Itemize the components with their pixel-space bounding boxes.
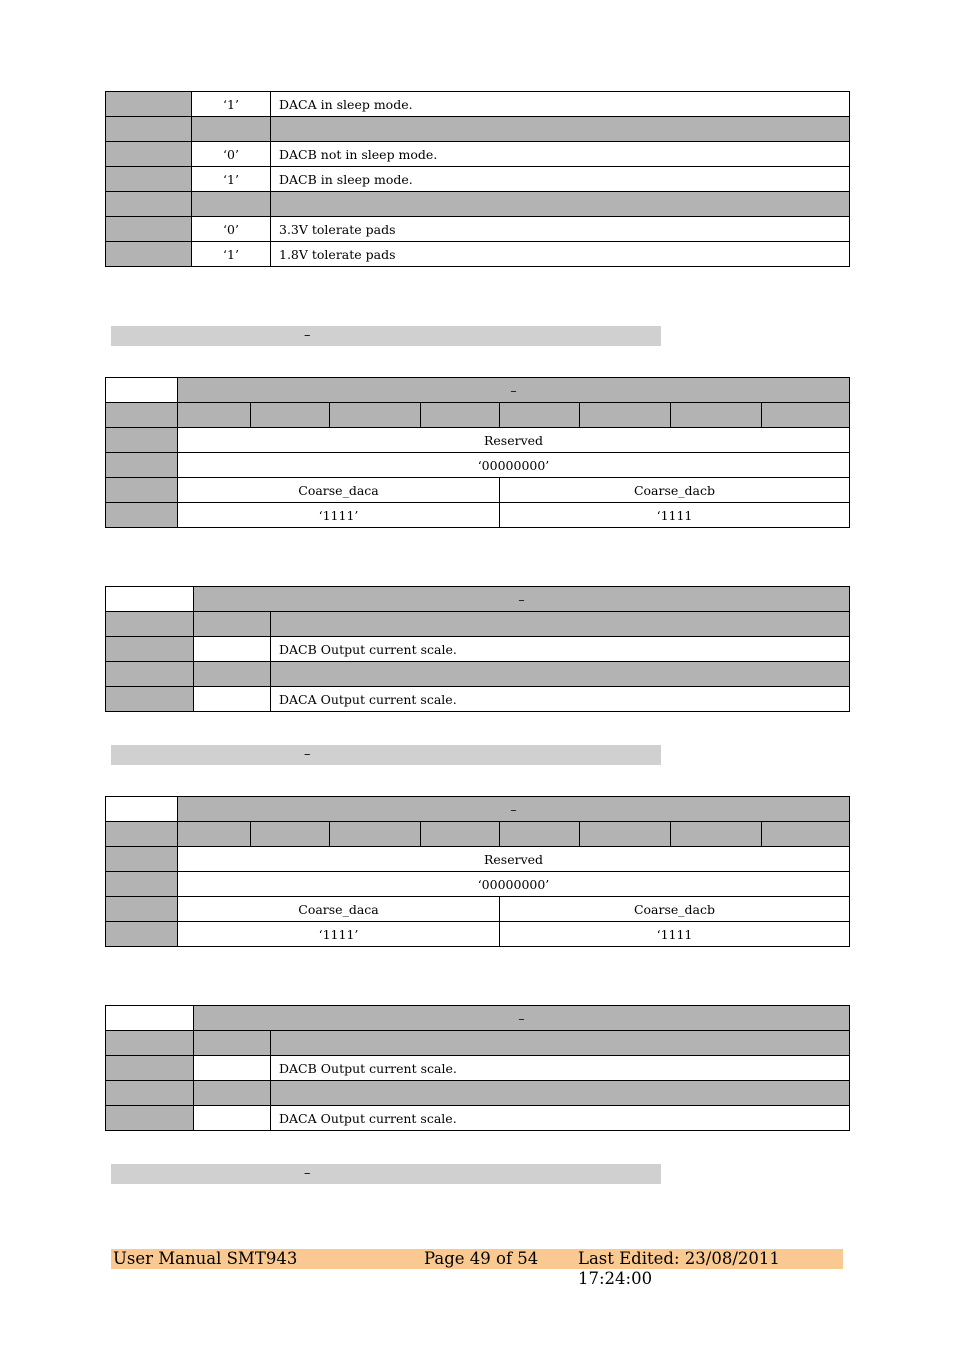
section-heading-text: –	[304, 1166, 311, 1181]
description-title-row	[106, 1006, 850, 1031]
value-cell	[194, 662, 271, 687]
register-table	[105, 796, 850, 947]
value-cell	[194, 1056, 271, 1081]
section-heading-bar	[111, 326, 661, 346]
description-cell	[271, 117, 850, 142]
bit-cell	[178, 403, 251, 428]
register-title: –	[178, 378, 850, 403]
page-footer	[111, 1249, 843, 1288]
bit-cell	[251, 822, 330, 847]
row-label-cell	[106, 478, 178, 503]
reserved-row	[106, 847, 850, 872]
reserved-row	[106, 428, 850, 453]
table-row	[106, 142, 850, 167]
bit-cell	[106, 167, 192, 192]
bit-cell	[106, 117, 192, 142]
bit-label-cell	[106, 403, 178, 428]
section-heading-bar	[111, 745, 661, 765]
default-coarse-daca: ‘1111’	[178, 922, 500, 947]
description-cell: DACB not in sleep mode.	[271, 142, 850, 167]
bit-label-cell	[106, 822, 178, 847]
reserved-default: ‘00000000’	[178, 453, 850, 478]
bit-cell	[500, 822, 580, 847]
bit-cell	[500, 403, 580, 428]
bit-cell	[671, 822, 762, 847]
field-coarse-dacb: Coarse_dacb	[500, 897, 850, 922]
table-row	[106, 687, 850, 712]
register-table	[105, 377, 850, 528]
bit-cell	[178, 822, 251, 847]
bit-cell	[106, 142, 192, 167]
row-label-cell	[106, 897, 178, 922]
description-title: –	[194, 1006, 850, 1031]
description-cell	[271, 1081, 850, 1106]
bit-cell	[580, 403, 671, 428]
bit-cell	[106, 1031, 194, 1056]
bit-cell	[330, 403, 421, 428]
reserved-label: Reserved	[178, 428, 850, 453]
table-row	[106, 167, 850, 192]
row-label-cell	[106, 453, 178, 478]
default-coarse-dacb: ‘1111	[500, 503, 850, 528]
description-cell	[271, 1031, 850, 1056]
value-cell	[194, 637, 271, 662]
default-coarse-dacb: ‘1111	[500, 922, 850, 947]
reserved-default: ‘00000000’	[178, 872, 850, 897]
bit-cell	[330, 822, 421, 847]
bit-cell	[106, 637, 194, 662]
footer-last-edited: Last Edited: 23/08/2011 17:24:00	[578, 1249, 780, 1288]
register-title: –	[178, 797, 850, 822]
description-cell: 3.3V tolerate pads	[271, 217, 850, 242]
value-cell	[194, 612, 271, 637]
bit-cell	[106, 687, 194, 712]
field-name-row	[106, 897, 850, 922]
bit-cell	[106, 1056, 194, 1081]
table-row	[106, 242, 850, 267]
register-corner-cell	[106, 797, 178, 822]
table-row	[106, 117, 850, 142]
description-title: –	[194, 587, 850, 612]
description-cell: DACA Output current scale.	[271, 1106, 850, 1131]
bit-cell	[251, 403, 330, 428]
field-coarse-daca: Coarse_daca	[178, 897, 500, 922]
field-description-table	[105, 1005, 850, 1131]
value-cell: ‘1’	[192, 242, 271, 267]
value-cell	[194, 1106, 271, 1131]
register-title-row	[106, 378, 850, 403]
row-label-cell	[106, 922, 178, 947]
bit-number-row	[106, 822, 850, 847]
table-row	[106, 192, 850, 217]
description-cell: DACB Output current scale.	[271, 1056, 850, 1081]
row-label-cell	[106, 872, 178, 897]
value-cell: ‘0’	[192, 142, 271, 167]
table-row	[106, 217, 850, 242]
table-row	[106, 1106, 850, 1131]
bit-description-table	[105, 91, 850, 267]
default-coarse-daca: ‘1111’	[178, 503, 500, 528]
section-heading-bar	[111, 1164, 661, 1184]
table-row	[106, 637, 850, 662]
bit-cell	[580, 822, 671, 847]
bit-cell	[106, 1106, 194, 1131]
field-coarse-dacb: Coarse_dacb	[500, 478, 850, 503]
table-row	[106, 1031, 850, 1056]
field-description-table	[105, 586, 850, 712]
reserved-label: Reserved	[178, 847, 850, 872]
description-cell: DACA Output current scale.	[271, 687, 850, 712]
description-corner-cell	[106, 587, 194, 612]
row-label-cell	[106, 428, 178, 453]
bit-cell	[671, 403, 762, 428]
bit-cell	[106, 662, 194, 687]
table-row	[106, 662, 850, 687]
section-heading-text: –	[304, 328, 311, 343]
value-cell	[192, 117, 271, 142]
value-cell	[194, 687, 271, 712]
value-cell: ‘1’	[192, 167, 271, 192]
description-cell: DACB in sleep mode.	[271, 167, 850, 192]
value-cell: ‘0’	[192, 217, 271, 242]
value-cell: ‘1’	[192, 92, 271, 117]
footer-document-title: User Manual SMT943	[113, 1249, 298, 1268]
register-corner-cell	[106, 378, 178, 403]
bit-cell	[421, 822, 500, 847]
description-cell: DACA in sleep mode.	[271, 92, 850, 117]
description-cell	[271, 662, 850, 687]
reserved-default-row	[106, 872, 850, 897]
bit-cell	[762, 403, 850, 428]
bit-cell	[106, 242, 192, 267]
field-coarse-daca: Coarse_daca	[178, 478, 500, 503]
table-row	[106, 1056, 850, 1081]
reserved-default-row	[106, 453, 850, 478]
description-title-row	[106, 587, 850, 612]
description-cell: 1.8V tolerate pads	[271, 242, 850, 267]
table-row	[106, 92, 850, 117]
footer-page-number: Page 49 of 54	[424, 1249, 539, 1268]
row-label-cell	[106, 503, 178, 528]
table-row	[106, 1081, 850, 1106]
bit-cell	[421, 403, 500, 428]
description-corner-cell	[106, 1006, 194, 1031]
register-title-row	[106, 797, 850, 822]
section-heading-text: –	[304, 747, 311, 762]
bit-cell	[762, 822, 850, 847]
row-label-cell	[106, 847, 178, 872]
bit-cell	[106, 192, 192, 217]
field-default-row	[106, 503, 850, 528]
description-cell	[271, 612, 850, 637]
value-cell	[194, 1031, 271, 1056]
field-name-row	[106, 478, 850, 503]
bit-number-row	[106, 403, 850, 428]
value-cell	[192, 192, 271, 217]
bit-cell	[106, 92, 192, 117]
description-cell	[271, 192, 850, 217]
description-cell: DACB Output current scale.	[271, 637, 850, 662]
bit-cell	[106, 217, 192, 242]
table-row	[106, 612, 850, 637]
bit-cell	[106, 612, 194, 637]
field-default-row	[106, 922, 850, 947]
value-cell	[194, 1081, 271, 1106]
bit-cell	[106, 1081, 194, 1106]
